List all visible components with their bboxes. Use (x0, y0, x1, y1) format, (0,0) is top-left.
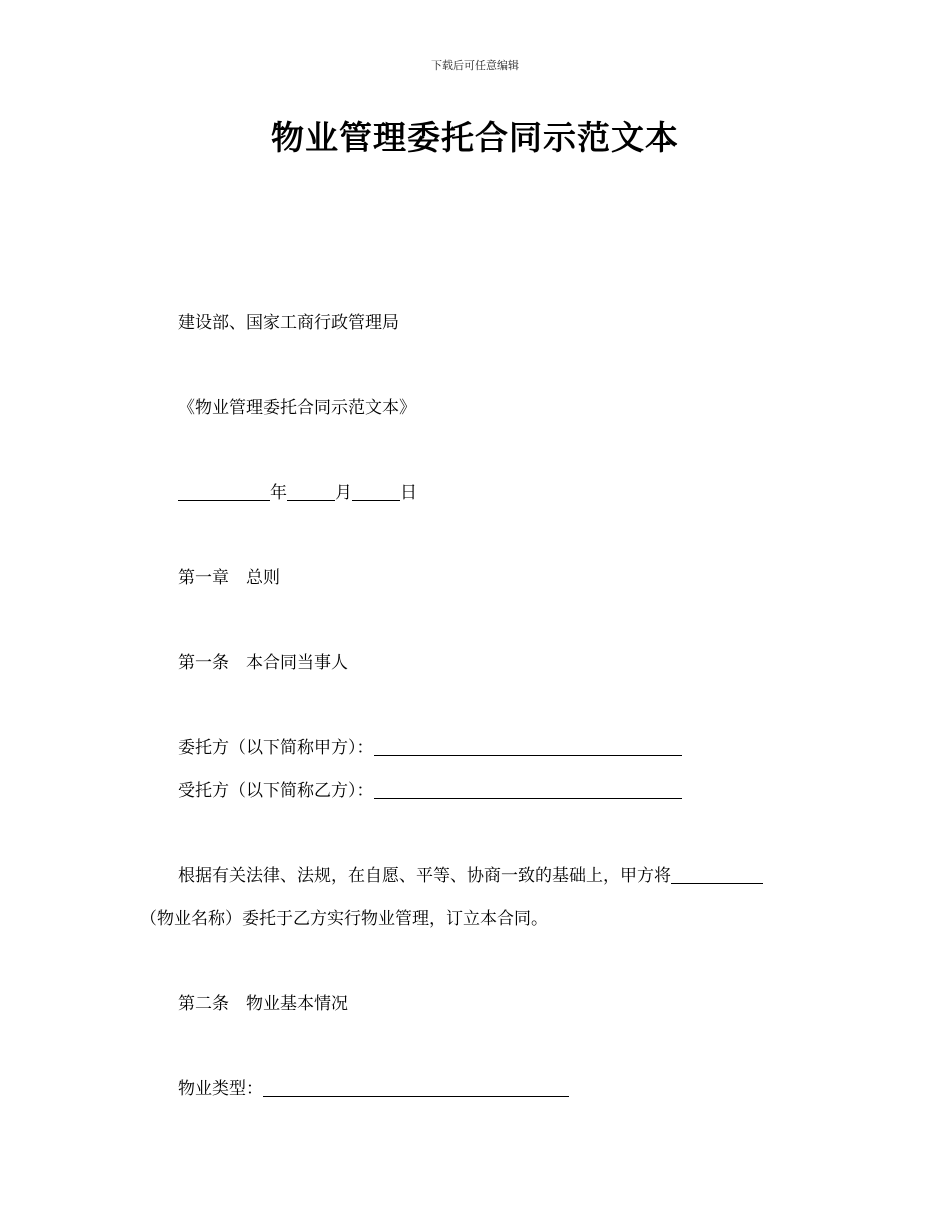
property-type-line (178, 1078, 569, 1100)
page-header-note: 下载后可任意编辑 (431, 59, 519, 72)
document-title: 物业管理委托合同示范文本 (271, 118, 679, 157)
month-label: 月 (335, 483, 352, 503)
article-1-number: 第一条 (178, 653, 229, 673)
intro-paragraph-line-1 (178, 865, 763, 887)
intro-paragraph-line-2: （物业名称）委托于乙方实行物业管理，订立本合同。 (140, 909, 548, 929)
intro-text-1: 根据有关法律、法规，在自愿、平等、协商一致的基础上，甲方将 (178, 866, 671, 886)
party-a-blank[interactable] (374, 737, 682, 756)
article-1-name: 本合同当事人 (246, 653, 348, 673)
article-2-name: 物业基本情况 (246, 994, 348, 1014)
party-b-line (178, 780, 682, 802)
day-label: 日 (400, 483, 417, 503)
party-a-line (178, 737, 682, 759)
property-type-blank[interactable] (263, 1078, 569, 1097)
party-a-label: 委托方（以下简称甲方）： (178, 738, 374, 758)
chapter-1-number: 第一章 (178, 568, 229, 588)
article-1-heading (178, 652, 348, 674)
party-b-blank[interactable] (374, 780, 682, 799)
property-name-blank[interactable] (671, 865, 763, 884)
issuer-line: 建设部、国家工商行政管理局 (178, 313, 399, 333)
chapter-1-heading (178, 567, 280, 589)
month-blank[interactable] (287, 482, 335, 501)
property-type-label: 物业类型： (178, 1079, 263, 1099)
document-name-line: 《物业管理委托合同示范文本》 (178, 398, 416, 418)
day-blank[interactable] (352, 482, 400, 501)
article-2-heading (178, 993, 348, 1015)
chapter-1-name: 总则 (246, 568, 280, 588)
party-b-label: 受托方（以下简称乙方）： (178, 781, 374, 801)
year-label: 年 (270, 483, 287, 503)
article-2-number: 第二条 (178, 994, 229, 1014)
date-line (178, 482, 417, 504)
year-blank[interactable] (178, 482, 270, 501)
